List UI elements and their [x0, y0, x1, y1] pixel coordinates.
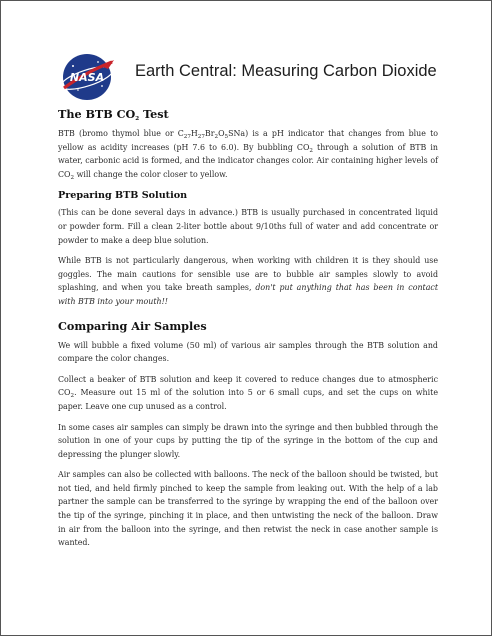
- paragraph-fixed-volume: We will bubble a fixed volume (50 ml) of various air samples through the BTB solution and compare the color changes.: [58, 340, 438, 364]
- paragraph-collect-beaker: Collect a beaker of BTB solution and keep it covered to reduce changes due to atmospheric $CO_2$. Measure out 15 ml of the solution into 5 or 6 small cups, and set the cups on white paper. Leave one cup unused as a control.: [58, 374, 438, 411]
- page-title: Earth Central: Measuring Carbon Dioxide: [135, 62, 437, 80]
- section-heading-preparing: Preparing BTB Solution: [58, 190, 188, 202]
- paragraph-btb-intro: BTB (bromo thymol blue or $C_{27}H_{27}Br_2O_5SNa$) is a pH indicator that changes from blue to yellow as acidity increases (pH 7.6 to 6.0). By bubbling $CO_2$ through a solution of BTB in water, carbonic acid is formed, and the indicator changes color. Air containing higher levels of $CO_2$ will change the color closer to yellow.: [58, 129, 438, 181]
- paragraph-preparing: (This can be done several days in advance.) BTB is usually purchased in concentrated liquid or powder form. Fill a clean 2-liter bottle about 9/10ths full of water and add concentrate or powder to make a deep blue solution.: [58, 208, 438, 245]
- paragraph-balloons: Air samples can also be collected with balloons. The neck of the balloon should be twisted, but not tied, and held firmly pinched to keep the sample from leaking out. With the help of a lab partner the sample can be transferred to the syringe by wrapping the end of the balloon over the tip of the syringe, pinching it in place, and then untwisting the neck of the balloon. Draw in air from the balloon into the syringe, and then retwist the neck in case another sample is wanted.: [58, 470, 438, 548]
- paragraph-safety: While BTB is not particularly dangerous, when working with children it is they should use goggles. The main cautions for sensible use are to bubble air samples slowly to avoid splashing, and when you take breath samples, don't put anything that has been in contact with BTB into your mouth!!: [58, 256, 438, 306]
- nasa-logo-text: NASA: [69, 71, 105, 84]
- section-heading-comparing: Comparing Air Samples: [58, 318, 207, 333]
- section-heading-btb-test: The BTB $CO_2$ Test: [58, 107, 169, 122]
- document-body: [58, 107, 438, 557]
- nasa-logo: [56, 48, 118, 106]
- paragraph-syringe: In some cases air samples can simply be drawn into the syringe and then bubbled through the solution in one of your cups by putting the tip of the syringe in the bottom of the cup and depressing the plunger slowly.: [58, 422, 438, 459]
- header: [56, 48, 118, 106]
- safety-warning: don't put anything that has been in contact with BTB into your mouth!!: [58, 283, 438, 306]
